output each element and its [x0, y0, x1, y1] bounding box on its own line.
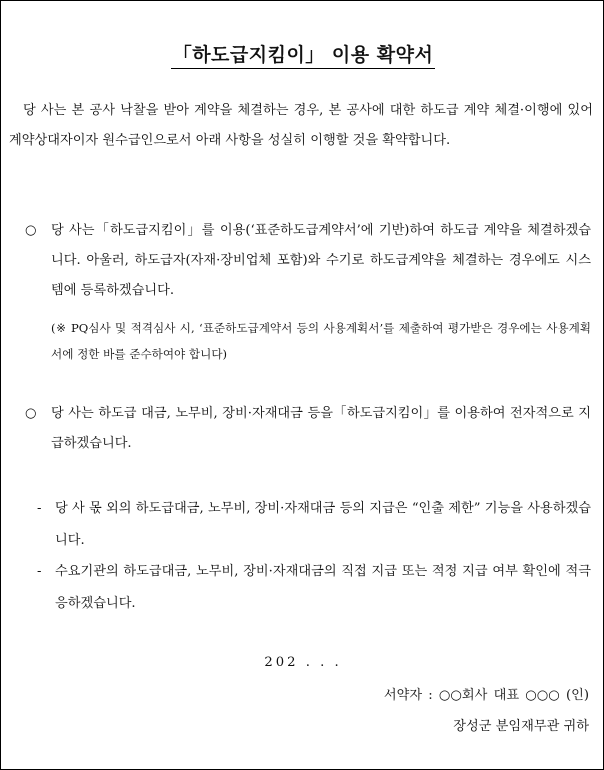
sub-item-2-text: 수요기관의 하도급대금, 노무비, 장비·자재대금의 직접 지급 또는 적정 지급 여부 확인에 적극 응하겠습니다.: [55, 564, 591, 611]
document-title-text: 「하도급지킴이」 이용 확약서: [171, 40, 436, 69]
pledge-item-2-text: 당 사는 하도급 대금, 노무비, 장비·자재대금 등을「하도급지킴이」를 이용하여 전자적으로 지급하겠습니다.: [51, 406, 591, 451]
recipient-line: 장성군 분임재무관 귀하: [453, 719, 589, 734]
circle-bullet-icon: ○: [25, 223, 37, 238]
intro-paragraph: 당 사는 본 공사 낙찰을 받아 계약을 체결하는 경우, 본 공사에 대한 하도급 계약 체결·이행에 있어 계약상대자이자 원수급인으로서 아래 사항을 성실히 이행할 것을 확약합니다.: [9, 103, 593, 148]
dash-bullet-icon: -: [37, 501, 42, 516]
circle-bullet-icon: ○: [25, 406, 37, 421]
dash-bullet-icon: -: [37, 564, 42, 579]
pledge-item-1-text: 당 사는「하도급지킴이」를 이용(‘표준하도급계약서’에 기반)하여 하도급 계약을 체결하겠습니다. 아울러, 하도급자(자재·장비업체 포함)와 수기로 하도급계약을 체결하는 경우에도 시스템에 등록하겠습니다.: [51, 223, 591, 298]
sub-item-1-text: 당 사 몫 외의 하도급대금, 노무비, 장비·자재대금 등의 지급은 “인출 제한” 기능을 사용하겠습니다.: [55, 501, 591, 548]
date-line: 202 . . .: [264, 655, 342, 670]
document-title: [1, 40, 604, 69]
pledge-item-1: [25, 216, 591, 306]
sub-item-1: [37, 493, 591, 557]
signer-line: 서약자 : ○○회사 대표 ○○○ (인): [383, 688, 589, 703]
pledge-item-1-note: (※ PQ심사 및 적격심사 시, ‘표준하도급계약서 등의 사용계획서’를 제출하여 평가받은 경우에는 사용계획서에 정한 바를 준수하여야 합니다): [51, 321, 591, 361]
pledge-item-2: [25, 399, 591, 459]
sub-item-2: [37, 556, 591, 620]
